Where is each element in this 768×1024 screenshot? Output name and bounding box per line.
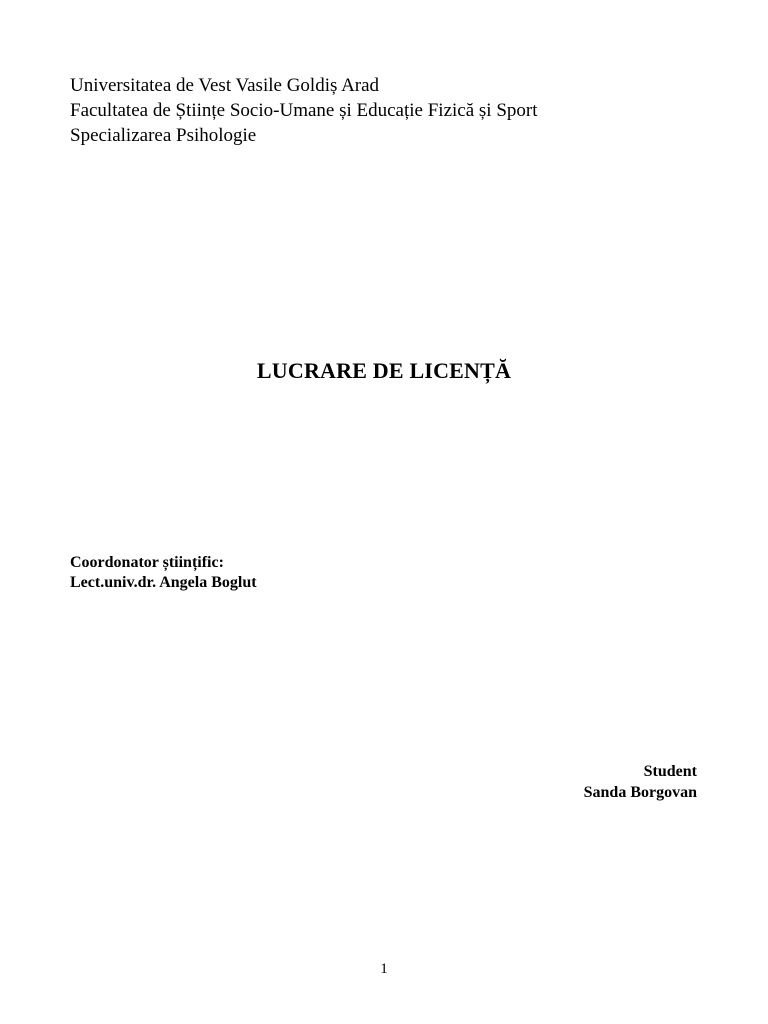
institution-header [70,73,538,148]
faculty-name: Facultatea de Științe Socio-Umane și Educație Fizică și Sport [70,100,538,121]
university-name: Universitatea de Vest Vasile Goldiș Arad [70,75,380,96]
specialization-name: Specializarea Psihologie [70,125,257,146]
student-block [584,761,697,803]
coordinator-name: Lect.univ.dr. Angela Boglut [70,574,257,591]
coordinator-block [70,553,257,593]
student-name: Sanda Borgovan [583,784,697,801]
student-label: Student [643,763,697,780]
document-title: LUCRARE DE LICENȚĂ [256,358,512,383]
page-number: 1 [380,961,388,977]
coordinator-label: Coordonator științific: [70,554,224,571]
